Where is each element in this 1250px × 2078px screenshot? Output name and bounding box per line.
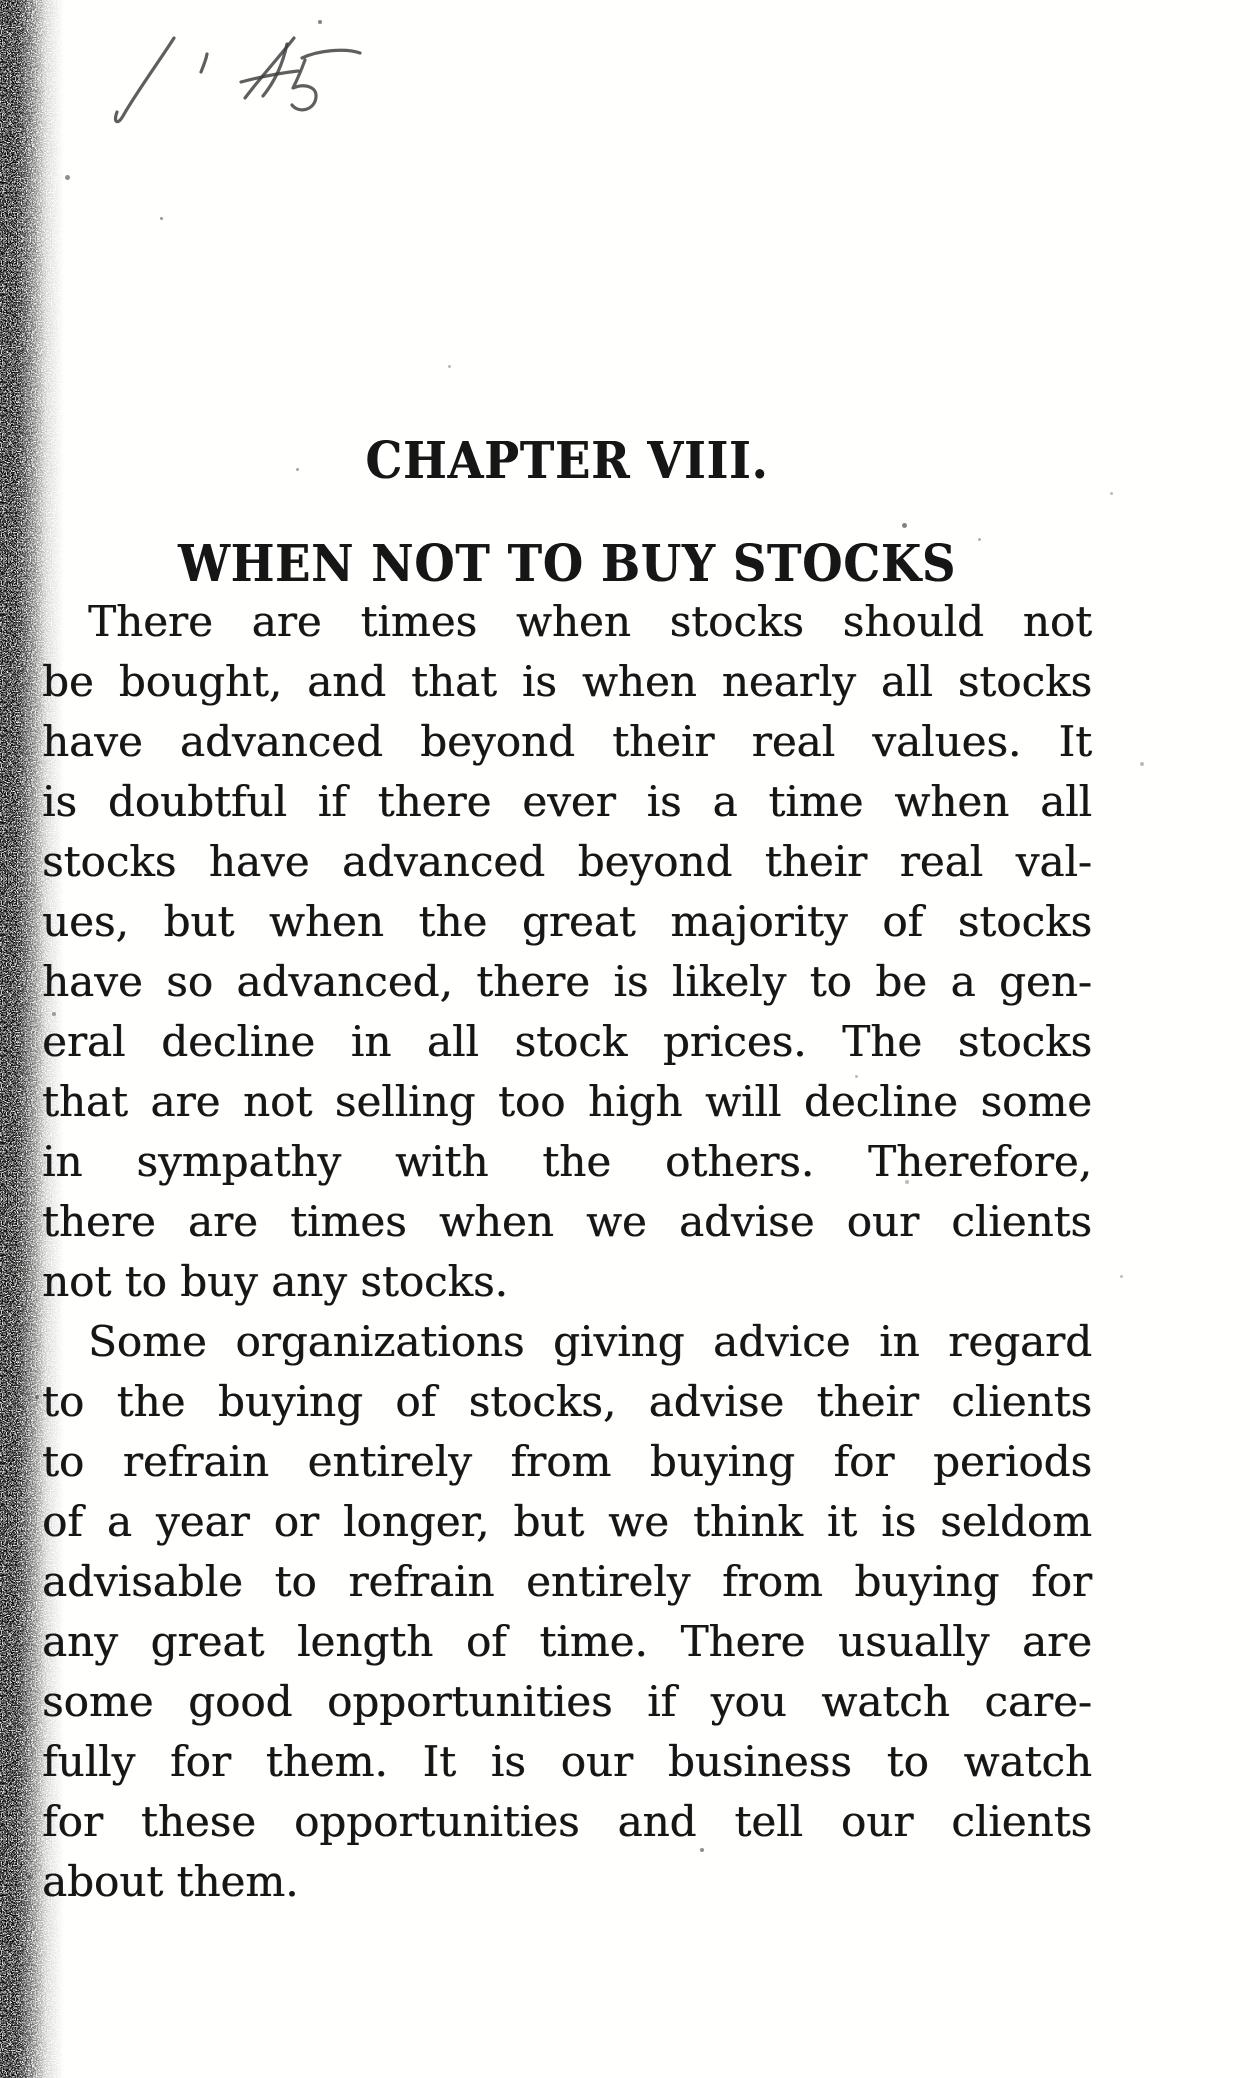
body-line: fully for them. It is our business to watch xyxy=(42,1737,1092,1786)
body-line: be bought, and that is when nearly all stocks xyxy=(42,657,1092,706)
scan-speck xyxy=(1110,492,1113,495)
body-line: have advanced beyond their real values. It xyxy=(42,717,1092,766)
scan-speck xyxy=(52,1012,56,1016)
paragraph-1 xyxy=(42,592,1092,1312)
scan-speck xyxy=(855,1075,858,1078)
body-line: of a year or longer, but we think it is seldom xyxy=(42,1497,1092,1546)
scan-speck xyxy=(563,470,566,473)
scan-speck xyxy=(35,1395,39,1399)
body-line: have so advanced, there is likely to be a gen- xyxy=(42,957,1092,1006)
scan-speck xyxy=(28,1875,32,1879)
body-line: to the buying of stocks, advise their clients xyxy=(42,1377,1092,1426)
scan-speck xyxy=(65,175,70,180)
body-line: There are times when stocks should not xyxy=(88,597,1092,646)
scan-speck xyxy=(160,217,163,220)
scan-speck xyxy=(905,1180,909,1184)
body-line: there are times when we advise our clients xyxy=(42,1197,1092,1246)
scan-speck xyxy=(1088,615,1091,618)
body-line: some good opportunities if you watch care- xyxy=(42,1677,1092,1726)
page-title: WHEN NOT TO BUY STOCKS xyxy=(177,533,957,594)
body-line: stocks have advanced beyond their real val- xyxy=(42,837,1092,886)
body-text xyxy=(42,592,1092,1912)
scan-speck xyxy=(1120,1275,1123,1278)
body-line: ues, but when the great majority of stocks xyxy=(42,897,1092,946)
scan-speck xyxy=(978,538,981,541)
body-line: is doubtful if there ever is a time when all xyxy=(42,777,1092,826)
scan-speck xyxy=(700,1848,704,1852)
body-line: that are not selling too high will decline some xyxy=(42,1077,1092,1126)
scan-speck xyxy=(296,468,299,471)
scan-speck xyxy=(1140,762,1144,766)
body-line: eral decline in all stock prices. The stocks xyxy=(42,1017,1092,1066)
body-line: Some organizations giving advice in regard xyxy=(88,1317,1092,1366)
scan-speck xyxy=(902,523,907,528)
body-line: about them. xyxy=(42,1857,299,1906)
body-line: advisable to refrain entirely from buying for xyxy=(42,1557,1092,1606)
body-line: to refrain entirely from buying for periods xyxy=(42,1437,1092,1486)
body-line: in sympathy with the others. Therefore, xyxy=(42,1137,1092,1186)
body-line: not to buy any stocks. xyxy=(42,1257,508,1306)
chapter-heading: CHAPTER VIII. xyxy=(365,430,769,491)
scan-speck xyxy=(318,20,322,24)
scan-speck xyxy=(448,365,451,368)
body-line: for these opportunities and tell our clients xyxy=(42,1797,1092,1846)
handwritten-page-number xyxy=(88,22,388,147)
body-line: any great length of time. There usually are xyxy=(42,1617,1092,1666)
paragraph-2 xyxy=(42,1312,1092,1912)
